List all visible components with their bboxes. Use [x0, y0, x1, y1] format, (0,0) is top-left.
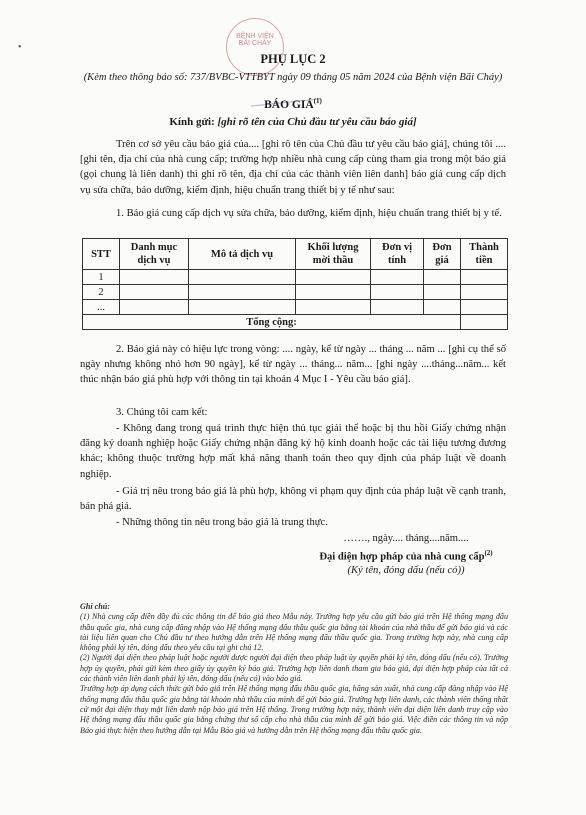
table-cell [424, 270, 461, 285]
table-cell [120, 285, 189, 300]
table-row [83, 285, 508, 300]
commitment-1: - Không đang trong quá trình thực hiện thủ tục giải thể hoặc bị thu hồi Giấy chứng nhận đăng ký doanh nghiệp hoặc Giấy chứng nhận đăng ký hộ kinh doanh hoặc các tài liệu tương đương khác; không thuộc trường hợp mất khả năng thanh toán theo quy định của pháp luật về doanh nghiệp. [80, 423, 506, 480]
bullet-mark: • [18, 42, 22, 53]
table-cell [371, 300, 424, 315]
table-cell [461, 270, 508, 285]
table-header-row [83, 239, 508, 270]
table-cell [189, 300, 296, 315]
recipient-value: [ghi rõ tên của Chủ đầu tư yêu cầu báo giá] [217, 116, 417, 128]
col-quantity: Khối lượng mời thầu [296, 239, 371, 270]
col-amount: Thành tiền [461, 239, 508, 270]
recipient-line [0, 116, 586, 128]
col-unit-price: Đơn giá [424, 239, 461, 270]
stamp-line2: BÃI CHÁY [238, 40, 272, 47]
item-1: 1. Báo giá cung cấp dịch vụ sửa chữa, bảo dưỡng, kiểm định, hiệu chuẩn trang thiết bị y tế. [116, 208, 502, 219]
col-service-list: Danh mục dịch vụ [120, 239, 189, 270]
table-cell [189, 270, 296, 285]
table-cell [424, 285, 461, 300]
quote-table [82, 238, 508, 330]
table-cell: 1 [83, 270, 120, 285]
table-cell [461, 285, 508, 300]
document-title [0, 97, 586, 111]
signature-role-footnote: (2) [484, 549, 493, 557]
appendix-title: PHỤ LỤC 2 [260, 52, 326, 66]
item-3: 3. Chúng tôi cam kết: [116, 407, 208, 418]
appendix-subtitle: (Kèm theo thông báo số: 737/BVBC-VTTBYT ngày 09 tháng 05 năm 2024 của Bệnh viện Bãi Cháy) [83, 72, 503, 83]
table-row [83, 270, 508, 285]
table-cell [461, 300, 508, 315]
table-cell [296, 300, 371, 315]
table-row [83, 300, 508, 315]
table-cell: 2 [83, 285, 120, 300]
intro-paragraph: Trên cơ sở yêu cầu báo giá của.... [ghi rõ tên của Chủ đầu tư yêu cầu báo giá], chúng tôi .... [ghi tên, địa chỉ của nhà cung cấp; trường hợp nhiều nhà cung cấp cùng tham gia trong một báo giá (gọi chung là liên danh) thì ghi rõ tên, địa chỉ của các thành viên liên danh] báo giá cung cấp dịch vụ sửa chữa, bảo dưỡng, kiểm định, hiệu chuẩn trang thiết bị y tế như sau: [80, 139, 506, 196]
document-title-footnote: (1) [313, 97, 322, 105]
signature-role-text: Đại diện hợp pháp của nhà cung cấp [319, 551, 485, 563]
table-total-row [83, 315, 508, 330]
col-service-desc: Mô tả dịch vụ [189, 239, 296, 270]
note-1: (1) Nhà cung cấp điền đầy đủ các thông tin để báo giá theo Mẫu này. Trường hợp yêu cầu gửi báo giá trên Hệ thống mạng đấu thầu quốc gia, nhà cung cấp đăng nhập vào Hệ thống mạng đấu thầu quốc gia bằng tài khoản của nhà thầu để gửi báo giá và các tài liệu liên quan cho Chủ đầu tư theo hướng dẫn trên Hệ thống mạng đấu thầu quốc gia. Trong trường hợp này, nhà cung cấp không phải ký tên, đóng dấu theo yêu cầu tại ghi chú 12. [80, 612, 508, 653]
commitment-3: - Những thông tin nêu trong báo giá là trung thực. [116, 517, 328, 528]
document-title-text: BÁO GIÁ [264, 98, 314, 111]
table-cell [296, 285, 371, 300]
signature-role [296, 549, 516, 563]
table-cell [120, 270, 189, 285]
hospital-stamp [226, 18, 284, 76]
col-unit: Đơn vị tính [371, 239, 424, 270]
table-cell [424, 300, 461, 315]
total-value [461, 315, 508, 330]
commitment-2: - Giá trị nêu trong báo giá là phù hợp, không vi phạm quy định của pháp luật về cạnh tranh, bán phá giá. [80, 486, 506, 513]
signature-note: (Ký tên, đóng dấu (nếu có)) [347, 565, 465, 576]
table-cell [296, 270, 371, 285]
item-2: 2. Báo giá này có hiệu lực trong vòng: .... ngày, kể từ ngày ... tháng ... năm ... [ghi cụ thể số ngày nhưng không nhỏ hơn 90 ngày], kể từ ngày ... tháng... năm... [ghi ngày ....tháng...năm... kết thúc nhận báo giá phù hợp với thông tin tại khoản 4 Mục I - Yêu cầu báo giá]. [80, 344, 506, 386]
table-cell [120, 300, 189, 315]
note-3: Trường hợp áp dụng cách thức gửi báo giá trên Hệ thống mạng đấu thầu quốc gia, hãng sản xuất, nhà cung cấp đăng nhập vào Hệ thống mạng đấu thầu quốc gia bằng tài khoản nhà thầu của mình để gửi báo giá. Trường hợp liên danh, các thành viên thống nhất cử một đại diện thay mặt liên danh nộp báo giá trên Hệ thống. Trong trường hợp này, thành viên đại diện liên danh truy cập vào Hệ thống mạng đấu thầu quốc gia bằng chứng thư số cấp cho nhà thầu của mình để gửi báo giá. Việc điền các thông tin và nộp Báo giá thực hiện theo hướng dẫn tại Mẫu Báo giá và hướng dẫn trên Hệ thống mạng đấu thầu quốc gia. [80, 684, 508, 735]
table-cell: ... [83, 300, 120, 315]
signature-date: ……., ngày.... tháng....năm.... [343, 533, 469, 544]
recipient-label: Kính gửi: [169, 116, 218, 128]
footnotes [80, 602, 508, 736]
table-cell [189, 285, 296, 300]
col-stt: STT [83, 239, 120, 270]
table-cell [371, 285, 424, 300]
total-label: Tổng cộng: [83, 315, 461, 330]
notes-heading: Ghi chú: [80, 602, 110, 611]
note-2: (2) Người đại diện theo pháp luật hoặc người được người đại diện theo pháp luật ủy quyền phải ký tên, đóng dấu (nếu có). Trường hợp ủy quyền, phải gửi kèm theo giấy ủy quyền ký báo giá. Trường hợp liên danh tham gia báo giá, đại diện hợp pháp của tất cả các thành viên liên danh phải ký tên, đóng dấu (nếu có) vào báo giá. [80, 653, 508, 684]
stamp-line1: BỆNH VIỆN [236, 33, 274, 40]
table-cell [371, 270, 424, 285]
